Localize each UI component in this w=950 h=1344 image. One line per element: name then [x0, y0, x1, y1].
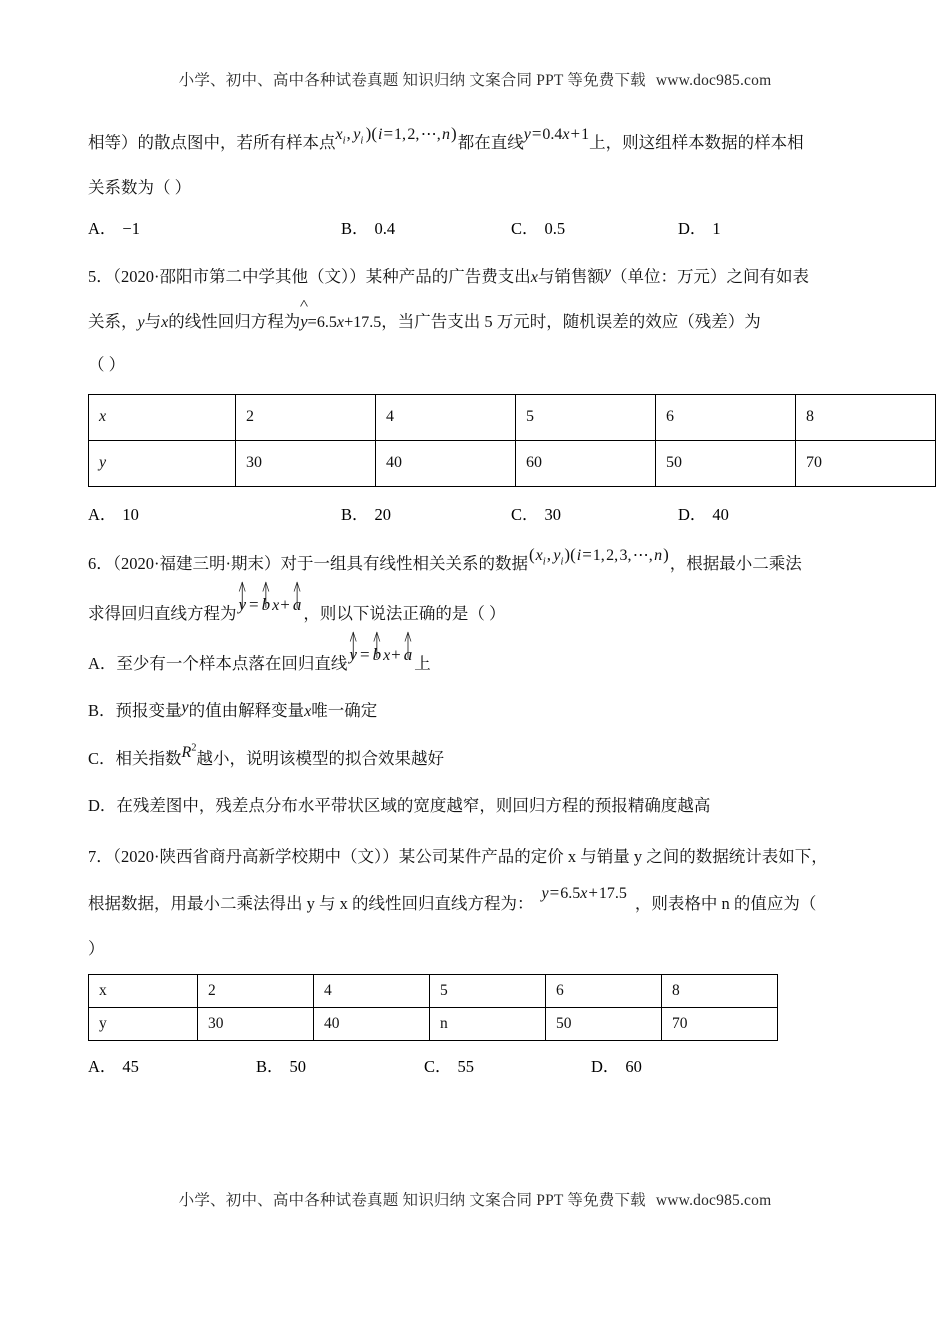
q6-option-d[interactable] [88, 794, 870, 819]
q7-row2-header: y [89, 1008, 198, 1041]
q7-row2-cell-4: 50 [546, 1008, 662, 1041]
q5-source: （2020·邵阳市第二中学其他（文）） [112, 266, 366, 286]
q7-row2-cell-1: 30 [198, 1008, 314, 1041]
q5-stem-c: （单位：万元）之间有如表 [610, 266, 809, 286]
q7-stem-a: 某公司某件产品的定价 x 与销量 y 之间的数据统计表如下， [398, 846, 828, 866]
q5-line2-c: 的线性回归方程为 [168, 311, 301, 331]
q5-var-x: x [530, 268, 538, 286]
q6-option-b-label: B． [88, 700, 116, 720]
q7-row1-cell-2: 4 [314, 975, 430, 1008]
q5-row2-header: y [89, 440, 236, 486]
q5-stem-line3: （ ） [88, 354, 126, 374]
table-row [89, 440, 936, 486]
q6-option-c-math-r2: $R^2$ [181, 742, 197, 761]
q4-stem-part1: 相等）的散点图中，若所有样本点 [88, 133, 336, 152]
footer-watermark-url: www.doc985.com [655, 1192, 772, 1209]
q4-stem-line2: 关系数为（ ） [88, 178, 192, 198]
table-row [89, 1008, 778, 1041]
q5-option-d[interactable]: D． 40 [678, 504, 729, 524]
q5-line2-b: 与 [144, 311, 162, 331]
q7-stem-line3: ） [88, 939, 105, 959]
q7-table-wrapper [88, 974, 870, 1041]
q5-row2-cell-1: 30 [236, 440, 376, 486]
q5-option-c[interactable]: C． 30 [511, 504, 562, 524]
footer-watermark [0, 1188, 950, 1210]
table-row [89, 975, 778, 1008]
q5-number: 5． [88, 266, 113, 286]
q5-stem-line1 [88, 265, 870, 290]
q5-options [88, 501, 870, 525]
q5-row1-cell-3: 5 [516, 394, 656, 440]
q7-row2-cell-5: 70 [662, 1008, 778, 1041]
header-watermark [0, 68, 950, 90]
q6-math-points: ($x_i$, $y_i)(i=1$, 2, 3, ⋯, n) [529, 544, 669, 568]
q4-option-b[interactable]: B． 0.4 [341, 218, 396, 238]
q6-stem-line1 [88, 544, 870, 579]
q5-stem-b: 与销售额 [537, 266, 604, 286]
q7-stem-line1 [88, 845, 870, 870]
q6-equation: | y ^ = | b ^ x+ | a ^ [237, 592, 304, 618]
q5-option-b[interactable]: B． 20 [341, 504, 392, 524]
q4-options [88, 215, 870, 239]
q4-option-a[interactable]: A． −1 [88, 218, 140, 238]
q6-option-d-label: D． [88, 795, 117, 815]
q7-equation: y=6.5x+17.5 [541, 883, 627, 903]
q6-option-b-var-y: y [181, 698, 189, 716]
q5-line2-a: 关系， [88, 311, 138, 331]
q7-option-a[interactable]: A． 45 [88, 1057, 139, 1077]
q4-math-points: $x_i$, $y_i$ )(i=1, 2, ⋯, n) [335, 124, 457, 147]
q6-option-a-equation: | y ^ = | b ^ x+ | a ^ [347, 642, 414, 668]
q7-row2-cell-2: 40 [314, 1008, 430, 1041]
q5-row1-cell-1: 2 [236, 394, 376, 440]
q6-stem-a: 对于一组具有线性相关关系的数据 [280, 553, 528, 573]
q6-option-b[interactable] [88, 699, 870, 724]
q6-option-b-text-a: 预报变量 [115, 700, 182, 720]
q6-number: 6． [88, 553, 113, 573]
q6-option-a-text-a: 至少有一个样本点落在回归直线 [116, 653, 348, 673]
q7-number: 7． [88, 846, 113, 866]
q5-row2-cell-3: 60 [516, 440, 656, 486]
q7-source: （2020·陕西省商丹高新学校期中（文）） [112, 846, 399, 866]
q6-option-a[interactable] [88, 644, 870, 677]
question-7 [88, 845, 870, 1078]
q4-option-d[interactable]: D． 1 [678, 218, 721, 238]
q6-option-c-text-b: 越小，说明该模型的拟合效果越好 [196, 748, 445, 768]
q5-stem-a: 某种产品的广告费支出 [365, 266, 531, 286]
q6-option-c-text-a: 相关指数 [115, 748, 182, 768]
q5-row1-cell-2: 4 [376, 394, 516, 440]
q4-stem-line1 [88, 124, 870, 158]
q5-row1-header: x [89, 394, 236, 440]
q5-option-a[interactable]: A． 10 [88, 504, 139, 524]
q6-option-c[interactable] [88, 742, 870, 772]
q7-line2-a: 根据数据，用最小二乘法得出 y 与 x 的线性回归直线方程为： [88, 894, 534, 914]
question-5 [88, 265, 870, 525]
q7-row1-cell-5: 8 [662, 975, 778, 1008]
q7-line2-b: ，则表格中 n 的值应为（ [634, 894, 817, 914]
q4-stem-part3: 上，则这组样本数据的样本相 [589, 133, 804, 152]
q5-row2-cell-5: 70 [796, 440, 936, 486]
header-watermark-url: www.doc985.com [655, 72, 772, 89]
q6-line2-b: ，则以下说法正确的是（ ） [303, 603, 506, 623]
q5-line2-d: ，当广告支出 5 万元时，随机误差的效应（残差）为 [381, 311, 761, 331]
q5-var-y: y [603, 263, 611, 281]
q6-option-b-text-c: 唯一确定 [311, 700, 378, 720]
question-6 [88, 544, 870, 819]
q7-data-table [88, 974, 778, 1041]
q4-option-c[interactable]: C． 0.5 [511, 218, 566, 238]
q7-option-d[interactable]: D． 60 [591, 1057, 642, 1077]
q4-math-line: y=0.4x+1 [523, 124, 590, 143]
q6-stem-line2 [88, 594, 870, 627]
q7-option-b[interactable]: B． 50 [256, 1057, 307, 1077]
q5-row1-cell-4: 6 [656, 394, 796, 440]
q7-options [88, 1053, 870, 1077]
q4-stem-part2: 都在直线 [457, 133, 524, 152]
q6-option-b-var-x: x [304, 702, 312, 720]
question-4 [88, 124, 870, 239]
q6-option-d-text: 在残差图中，残差点分布水平带状区域的宽度越窄，则回归方程的预报精确度越高 [116, 795, 711, 815]
header-watermark-text: 小学、初中、高中各种试卷真题 知识归纳 文案合同 PPT 等免费下载 [178, 72, 646, 89]
q7-row1-cell-1: 2 [198, 975, 314, 1008]
q7-stem-line2 [88, 883, 870, 917]
q5-line2-x: x [161, 313, 169, 331]
q5-stem-line2 [88, 310, 870, 335]
q6-option-a-label: A． [88, 653, 117, 673]
q6-source: （2020·福建三明·期末） [112, 553, 281, 573]
q7-option-c[interactable]: C． 55 [424, 1057, 475, 1077]
q7-row1-header: x [89, 975, 198, 1008]
q6-stem-b: ，根据最小二乘法 [669, 553, 802, 573]
q5-row1-cell-5: 8 [796, 394, 936, 440]
document-body [88, 124, 870, 1103]
q6-option-a-text-b: 上 [414, 653, 431, 673]
q7-row1-cell-3: 5 [430, 975, 546, 1008]
footer-watermark-text: 小学、初中、高中各种试卷真题 知识归纳 文案合同 PPT 等免费下载 [178, 1192, 646, 1209]
q5-equation: ^ y=6.5x+17.5 [300, 312, 381, 331]
q5-row2-cell-2: 40 [376, 440, 516, 486]
q6-line2-a: 求得回归直线方程为 [88, 603, 237, 623]
q7-row2-cell-3: n [430, 1008, 546, 1041]
q5-row2-cell-4: 50 [656, 440, 796, 486]
table-row [89, 394, 936, 440]
q5-line2-y: y [137, 313, 145, 331]
q5-data-table [88, 394, 936, 487]
q7-row1-cell-4: 6 [546, 975, 662, 1008]
q6-option-c-label: C． [88, 748, 116, 768]
q5-table-wrapper [88, 394, 870, 487]
q6-option-b-text-b: 的值由解释变量 [188, 700, 305, 720]
